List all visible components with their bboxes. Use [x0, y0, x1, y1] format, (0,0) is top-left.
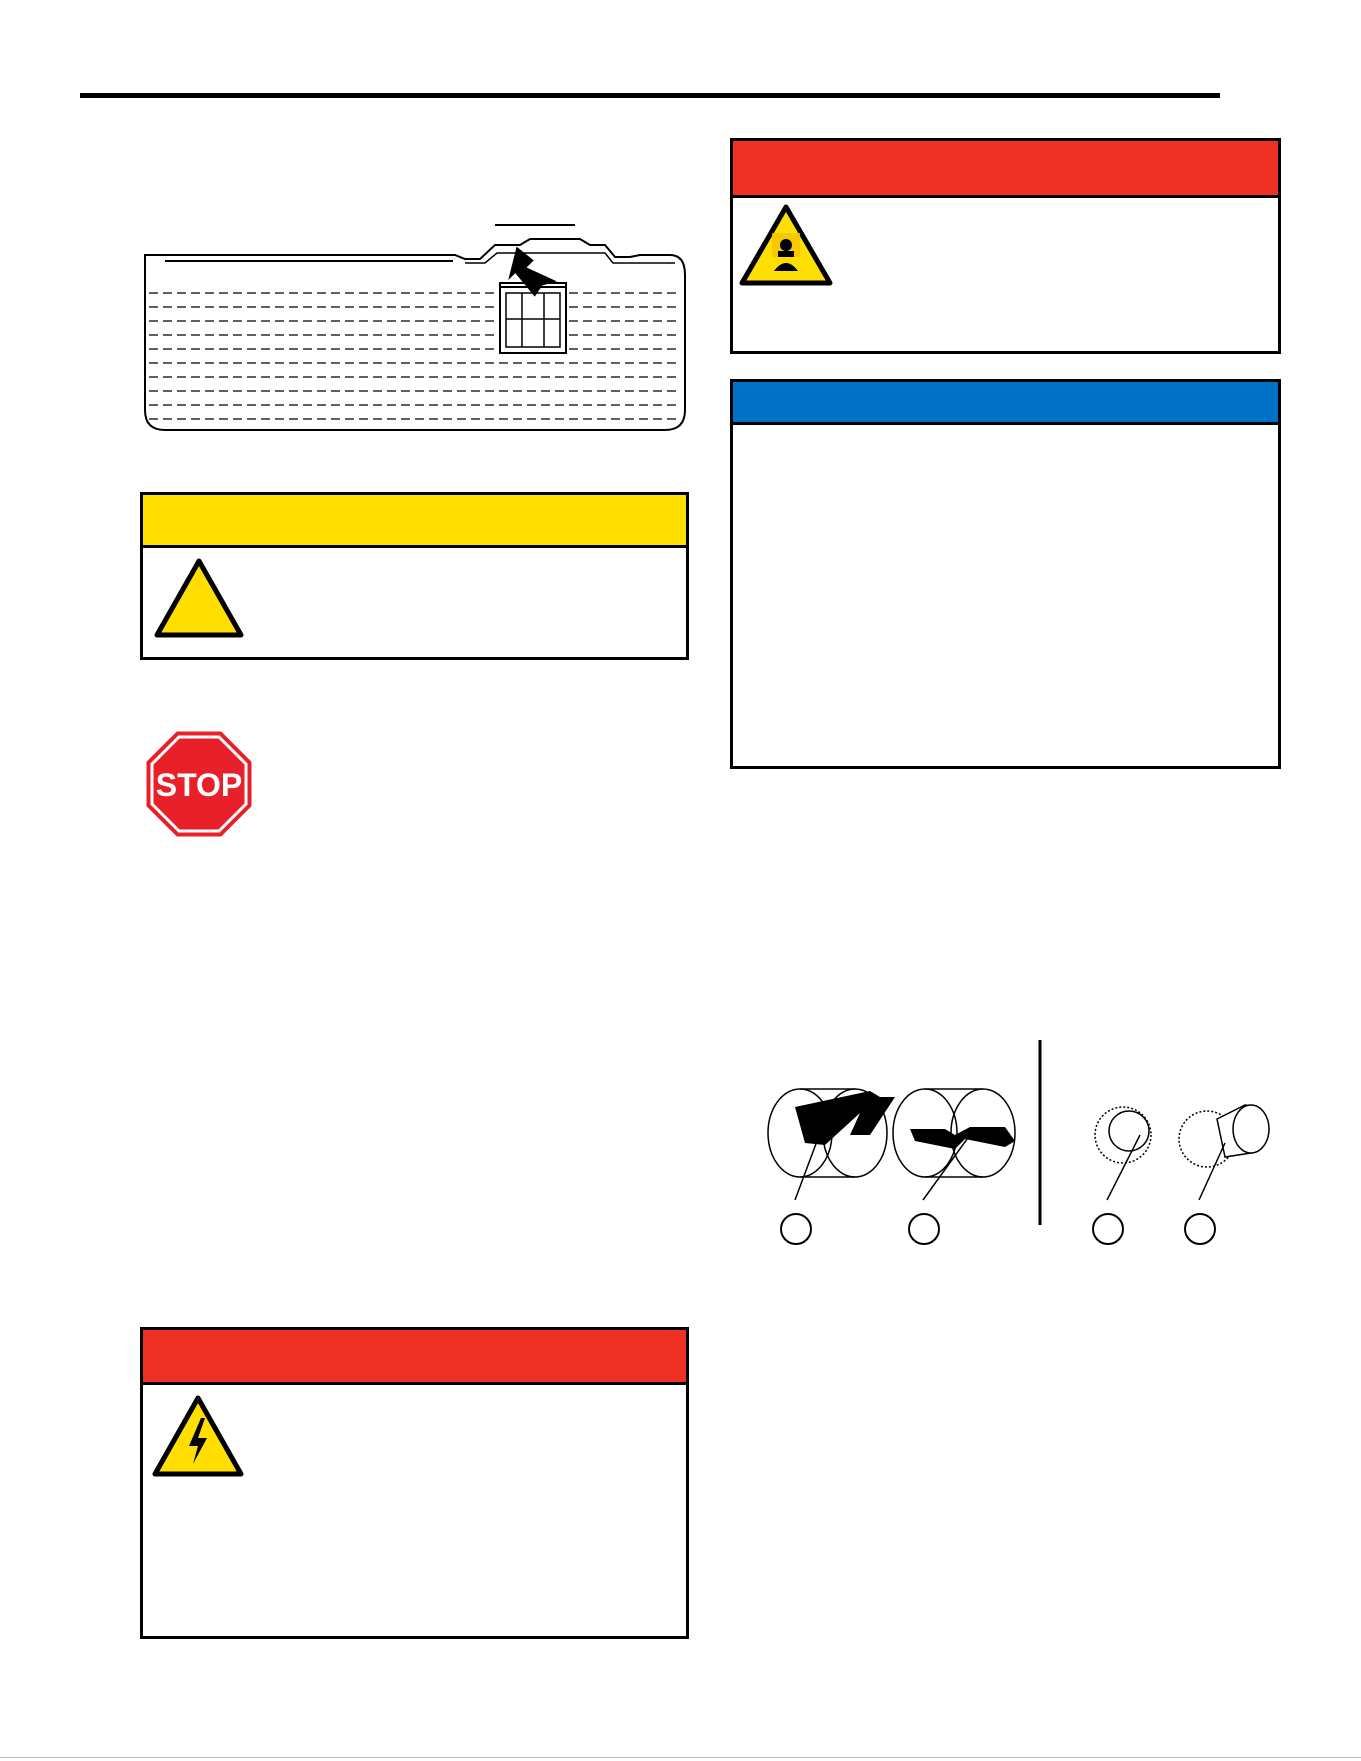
danger-electric-box	[140, 1327, 689, 1639]
tank-diagram	[135, 215, 695, 435]
callout-1	[780, 1213, 812, 1245]
danger-toxic-box	[730, 138, 1281, 354]
callout-3	[1092, 1213, 1124, 1245]
top-rule	[80, 93, 1220, 98]
callout-4	[1184, 1213, 1216, 1245]
callout-2	[908, 1213, 940, 1245]
danger-electric-header	[143, 1330, 686, 1385]
danger-toxic-header	[733, 141, 1278, 198]
notice-header	[733, 382, 1278, 425]
plug-long	[1179, 1105, 1269, 1167]
caution-triangle-icon	[153, 557, 245, 639]
electric-shock-icon	[151, 1394, 245, 1478]
bottom-rule	[0, 1757, 1361, 1758]
stop-sign-label: STOP	[155, 767, 243, 803]
notice-box	[730, 379, 1281, 769]
caution-header	[143, 495, 686, 548]
caution-box	[140, 492, 689, 660]
stop-sign-icon	[145, 730, 253, 838]
plug-short	[1095, 1107, 1151, 1163]
respiratory-hazard-icon	[738, 203, 834, 287]
